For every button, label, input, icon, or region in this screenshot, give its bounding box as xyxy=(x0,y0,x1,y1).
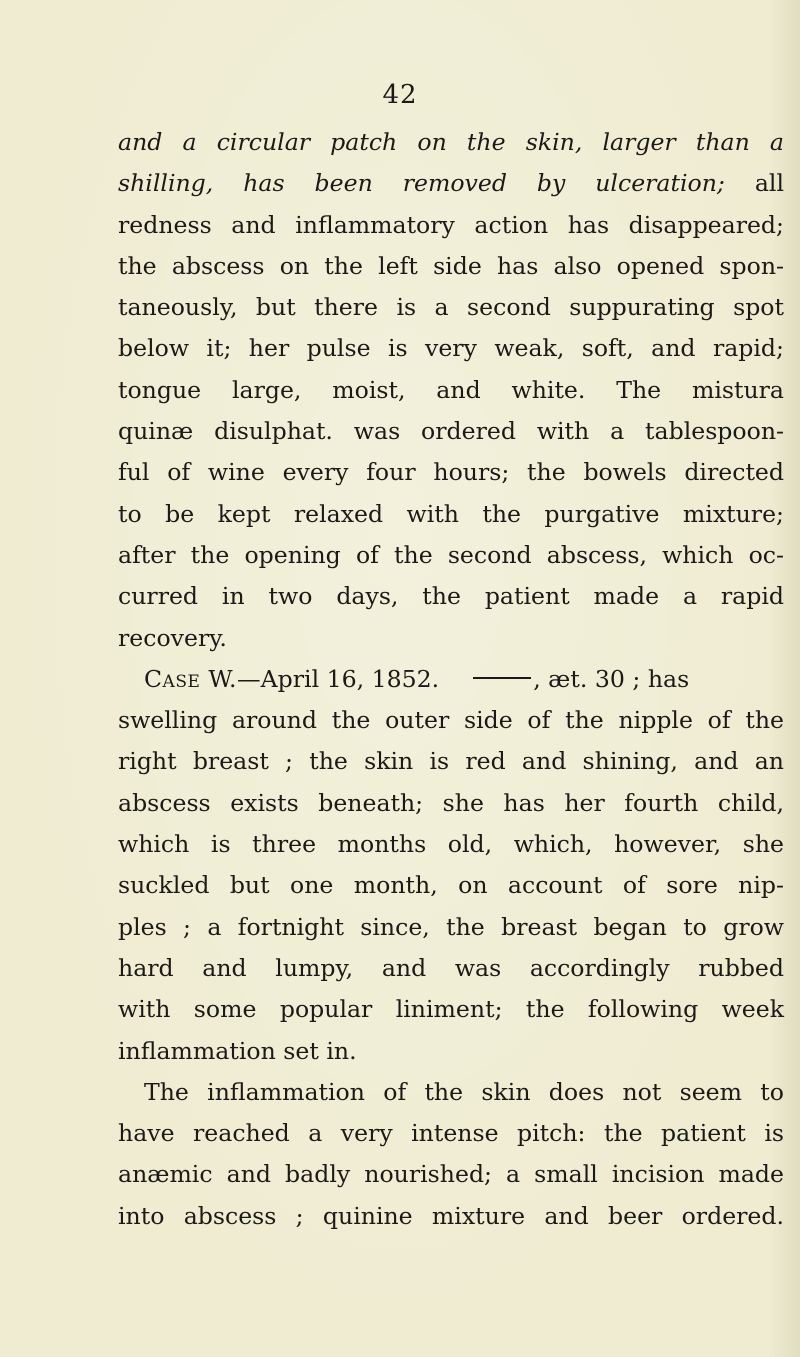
text-line: redness and inflammatory action has disappeared; xyxy=(118,210,784,239)
text-line: which is three months old, which, however, she xyxy=(118,830,784,859)
text-line: into abscess ; quinine mixture and beer ordered. xyxy=(118,1201,784,1230)
case-age: , æt. 30 ; has xyxy=(533,664,690,693)
text-line: the abscess on the left side has also opened spon- xyxy=(118,251,784,280)
body-text xyxy=(118,122,784,1237)
text-line: recovery. xyxy=(118,623,227,652)
text-line: with some popular liniment; the following week xyxy=(118,995,784,1024)
text-line: below it; her pulse is very weak, soft, and rapid; xyxy=(118,334,784,363)
text-line: shilling, has been removed by ulceration; all xyxy=(118,169,784,198)
case-label: Case W. xyxy=(144,664,238,693)
text-line: tongue large, moist, and white. The mistura xyxy=(118,375,784,404)
text-line: have reached a very intense pitch: the patient is xyxy=(118,1119,784,1148)
text-line: inflammation set in. xyxy=(118,1036,357,1065)
text-line: suckled but one month, on account of sore nip- xyxy=(118,871,784,900)
case-date: —April 16, 1852. xyxy=(237,664,440,693)
text-line: ples ; a fortnight since, the breast began to grow xyxy=(118,912,784,941)
text-line: anæmic and badly nourished; a small incision made xyxy=(118,1160,784,1189)
page-number: 42 xyxy=(382,80,418,110)
text-line: after the opening of the second abscess, which oc- xyxy=(118,540,784,569)
text-line: to be kept relaxed with the purgative mixture; xyxy=(118,499,784,528)
case-heading-line xyxy=(118,659,784,700)
text-line: curred in two days, the patient made a rapid xyxy=(118,582,784,611)
text-line: hard and lumpy, and was accordingly rubbed xyxy=(118,953,784,982)
text-line: right breast ; the skin is red and shining, and an xyxy=(118,747,784,776)
text-line: quinæ disulphat. was ordered with a tablespoon- xyxy=(118,417,784,446)
text-line: taneously, but there is a second suppurating spot xyxy=(118,293,784,322)
text-line: The inflammation of the skin does not seem to xyxy=(144,1077,784,1106)
text-line: and a circular patch on the skin, larger than a xyxy=(118,128,784,156)
text-line: swelling around the outer side of the nipple of the xyxy=(118,706,784,735)
text-line: abscess exists beneath; she has her fourth child, xyxy=(118,788,784,817)
name-blank-dash xyxy=(473,677,531,679)
text-line: ful of wine every four hours; the bowels directed xyxy=(118,458,784,487)
